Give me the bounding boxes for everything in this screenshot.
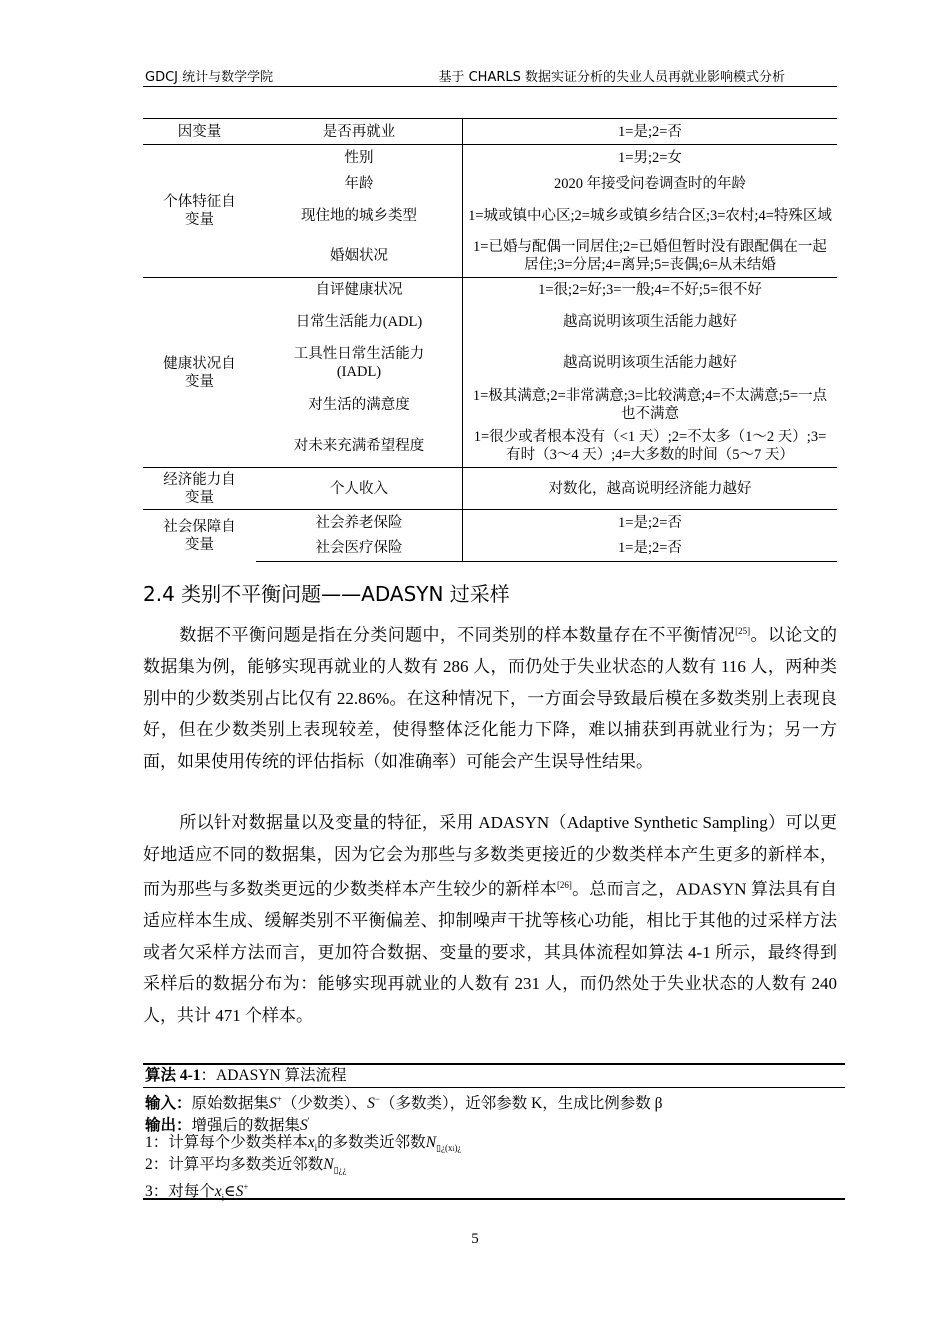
table-cell-name: 是否再就业 bbox=[256, 119, 463, 145]
math-symbol: N bbox=[425, 1134, 437, 1151]
header-right: 基于 CHARLS 数据实证分析的失业人员再就业影响模式分析 bbox=[438, 70, 785, 85]
header-rule bbox=[143, 86, 837, 87]
table-cell-desc: 1=是;2=否 bbox=[463, 536, 838, 562]
paragraph bbox=[143, 616, 837, 777]
table-cell-desc: 1=极其满意;2=非常满意;3=比较满意;4=不太满意;5=一点也不满意 bbox=[472, 387, 828, 422]
table-cell-desc: 越高说明该项生活能力越好 bbox=[563, 313, 737, 330]
math-sub: ▯¿¿ bbox=[333, 1165, 347, 1176]
paragraph-text: 。以论文的数据集为例，能够实现再就业的人数有 286 人，而仍处于失业状态的人数有 116 人，两种类别中的少数类别占比仅有 22.86%。在这种情况下，一方面会导致最后模在多数类别上表现良好，但在少数类别上表现较差，使得整体泛化能力下降，难以捕获到再就业行为；另一方面，如果使用传统的评估指标（如准确率）可能会产生误导性结果。 bbox=[143, 625, 837, 771]
input-text: （多数类），近邻参数 K，生成比例参数 β bbox=[379, 1095, 663, 1113]
table-cell-desc: 1=城或镇中心区;2=城乡或镇乡结合区;3=农村;4=特殊区域 bbox=[468, 207, 832, 224]
table-cell-group: 因变量 bbox=[143, 119, 256, 145]
citation: [25] bbox=[735, 626, 751, 636]
table-cell-group: 健康状况自变量 bbox=[143, 278, 256, 468]
page-header bbox=[143, 66, 837, 86]
algorithm-title-text: ：ADASYN 算法流程 bbox=[200, 1067, 347, 1084]
table-cell-name: 社会医疗保险 bbox=[256, 536, 463, 562]
table-row bbox=[143, 278, 837, 302]
table-cell-name: 个人收入 bbox=[256, 468, 463, 510]
table-cell-name: 社会养老保险 bbox=[256, 510, 463, 536]
table-cell-desc: 越高说明该项生活能力越好 bbox=[563, 354, 737, 371]
math-symbol: ∈ bbox=[224, 1183, 236, 1201]
table-cell-name: 自评健康状况 bbox=[256, 278, 463, 302]
math-symbol: S bbox=[300, 1117, 308, 1135]
math-sub: i bbox=[452, 1145, 455, 1154]
math-sub: )¿ bbox=[454, 1143, 462, 1154]
table-cell-name: 婚姻状况 bbox=[256, 236, 463, 278]
output-text: 增强后的数据集 bbox=[191, 1117, 301, 1135]
math-symbol: S bbox=[235, 1183, 244, 1201]
step-text: 2：计算平均多数类近邻数 bbox=[145, 1156, 324, 1173]
section-title: 2.4 类别不平衡问题——ADASYN 过采样 bbox=[143, 582, 510, 606]
math-symbol: x bbox=[214, 1183, 222, 1201]
math-sup: + bbox=[276, 1094, 282, 1104]
step-text: 3：对每个 bbox=[145, 1183, 215, 1201]
math-sup: + bbox=[243, 1182, 249, 1192]
output-label: 输出： bbox=[145, 1117, 192, 1135]
algorithm-step bbox=[143, 1132, 845, 1154]
algorithm-step bbox=[143, 1176, 845, 1203]
math-sub: ▯¿(x bbox=[436, 1143, 453, 1154]
math-sub: i bbox=[314, 1143, 318, 1154]
table-cell-name: 性别 bbox=[256, 145, 463, 172]
paragraph bbox=[143, 807, 837, 1031]
table-cell-desc: 1=很少或者根本没有（<1 天）;2=不太多（1～2 天）;3=有时（3～4 天）;4=大多数的时间（5～7 天） bbox=[473, 429, 827, 464]
table-cell-group: 经济能力自变量 bbox=[143, 468, 256, 510]
algorithm-input bbox=[143, 1088, 845, 1113]
paragraph-text: 。总而言之，ADASYN 算法具有自适应样本生成、缓解类别不平衡偏差、抑制噪声干扰等核心功能，相比于其他的过采样方法或者欠采样方法而言，更加符合数据、变量的要求，其具体流程如算法 4-1 所示，最终得到采样后的数据分布为：能够实现再就业的人数有 231 人，而仍然处于失业状态的人数有 240 人，共计 471 个样本。 bbox=[143, 879, 837, 1025]
table-cell-desc: 2020 年接受问卷调查时的年龄 bbox=[553, 175, 747, 192]
math-sup: − bbox=[374, 1094, 380, 1104]
table-row bbox=[143, 510, 837, 536]
algorithm-bottom-rule bbox=[143, 1198, 845, 1200]
table-cell-group: 社会保障自变量 bbox=[143, 510, 256, 562]
table-cell-desc: 1=很;2=好;3=一般;4=不好;5=很不好 bbox=[463, 278, 838, 302]
input-text: 原始数据集 bbox=[191, 1095, 270, 1113]
table-row bbox=[143, 119, 837, 145]
table-cell-group: 个体特征自变量 bbox=[143, 145, 256, 278]
input-text: （少数类）、 bbox=[281, 1095, 368, 1113]
table-row bbox=[143, 468, 837, 510]
table-cell-name: 对未来充满希望程度 bbox=[256, 426, 463, 468]
algorithm-output bbox=[143, 1110, 845, 1135]
step-text: 的多数类近邻数 bbox=[317, 1134, 426, 1151]
table-cell-desc: 1=是;2=否 bbox=[463, 119, 838, 145]
header-left: GDCJ 统计与数学学院 bbox=[145, 70, 274, 85]
table-cell-name: 年龄 bbox=[256, 172, 463, 196]
math-symbol: x bbox=[307, 1134, 315, 1151]
table-cell-name: 对生活的满意度 bbox=[256, 384, 463, 426]
math-symbol: N bbox=[323, 1156, 334, 1173]
math-sup: ' bbox=[307, 1116, 310, 1126]
step-text: 1：计算每个少数类样本 bbox=[145, 1134, 308, 1151]
table-cell-name: 日常生活能力(ADL) bbox=[256, 302, 463, 342]
variable-table bbox=[143, 118, 837, 562]
algorithm-title-label: 算法 4-1 bbox=[145, 1067, 201, 1084]
table-cell-name: 工具性日常生活能力(IADL) bbox=[256, 342, 463, 384]
table-row bbox=[143, 145, 837, 172]
paragraph-text: 所以针对数据量以及变量的特征，采用 ADASYN（Adaptive Synthetic Sampling）可以更好地适应不同的数据集，因为它会为那些与多数类更接近的少数类样本产生更多的新样本，而为那些与多数类更远的少数类样本产生较少的新样本 bbox=[143, 813, 837, 899]
page-number: 5 bbox=[471, 1231, 479, 1247]
paragraph-text: 数据不平衡问题是指在分类问题中，不同类别的样本数量存在不平衡情况 bbox=[179, 625, 736, 645]
input-label: 输入： bbox=[145, 1095, 192, 1113]
algorithm-box bbox=[143, 1063, 845, 1203]
table-cell-desc: 1=是;2=否 bbox=[463, 510, 838, 536]
table-cell-desc: 1=已婚与配偶一同居住;2=已婚但暂时没有跟配偶在一起居住;3=分居;4=离异;5=丧偶;6=从未结婚 bbox=[473, 239, 827, 274]
math-symbol: S bbox=[367, 1095, 375, 1113]
math-symbol: S bbox=[269, 1095, 277, 1113]
table-cell-name: 现住地的城乡类型 bbox=[256, 196, 463, 236]
citation: [26] bbox=[556, 880, 572, 890]
table-cell-desc: 1=男;2=女 bbox=[463, 145, 838, 172]
math-sub: i bbox=[221, 1192, 225, 1203]
algorithm-step bbox=[143, 1154, 845, 1176]
algorithm-title bbox=[143, 1065, 845, 1087]
table-cell-desc: 对数化，越高说明经济能力越好 bbox=[463, 468, 838, 510]
